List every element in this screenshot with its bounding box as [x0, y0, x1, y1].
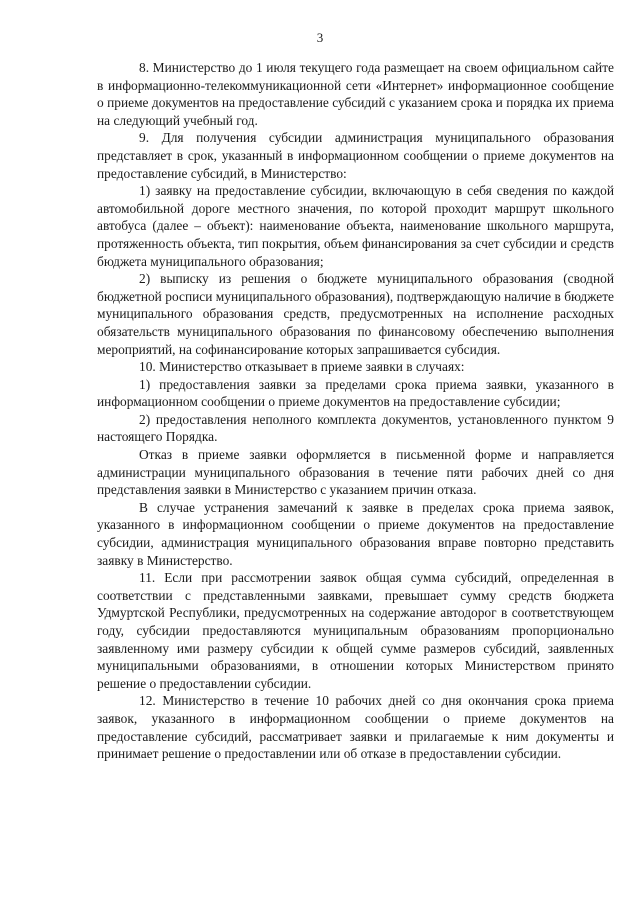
paragraph-11: 11. Если при рассмотрении заявок общая сумма субсидий, определенная в соответствии с представленными заявками, превышает сумму средств бюджета Удмуртской Республики, предусмотренных на содержание автодорог в соответствующем году, субсидии предоставляются муниципальным образованиям пропорционально заявленному ими размеру субсидии к общей сумме размеров субсидий, заявленных муниципальными образованиями, в отношении которых Министерством принято решение о предоставлении субсидии. [97, 570, 614, 691]
paragraph-10-item-1: 1) предоставления заявки за пределами срока приема заявки, указанного в информационном сообщении о приеме документов на предоставление субсидии; [97, 376, 614, 410]
resubmission-paragraph: В случае устранения замечаний к заявке в пределах срока приема заявок, указанного в информационном сообщении о приеме документов на предоставление субсидии, администрация муниципального образования вправе повторно представить заявку в Министерство. [97, 499, 614, 568]
paragraph-9-item-2: 2) выписку из решения о бюджете муниципального образования (сводной бюджетной росписи муниципального образования), подтверждающую наличие в бюджете муниципального образования средств, предусмотренных на исполнение расходных обязательств муниципального образования по финансовому обеспечению выполнения мероприятий, на софинансирование которых запрашивается субсидия. [97, 271, 614, 357]
paragraph-12: 12. Министерство в течение 10 рабочих дней со дня окончания срока приема заявок, указанного в информационном сообщении о приеме документов на предоставление субсидий, рассматривает заявки и прилагаемые к ним документы и принимает решение о предоставлении или об отказе в предоставлении субсидии. [97, 693, 614, 762]
paragraph-10: 10. Министерство отказывает в приеме заявки в случаях: [139, 359, 465, 375]
paragraph-9-item-1: 1) заявку на предоставление субсидии, включающую в себя сведения по каждой автомобильной дороге местного значения, по которой проходит маршрут школьного автобуса (далее – объект): наименование объекта, наименование школьного маршрута, протяженность объекта, тип покрытия, объем финансирования за счет субсидии и средств бюджета муниципального образования; [97, 183, 614, 269]
paragraph-9: 9. Для получения субсидии администрация муниципального образования представляет в срок, указанный в информационном сообщении о приеме документов на предоставление субсидий, в Министерство: [97, 130, 614, 181]
paragraph-10-item-2: 2) предоставления неполного комплекта документов, установленного пунктом 9 настоящего Порядка. [97, 411, 614, 445]
document-body [97, 59, 614, 763]
paragraph-8: 8. Министерство до 1 июля текущего года размещает на своем официальном сайте в информационно-телекоммуникационной сети «Интернет» информационное сообщение о приеме документов на предоставление субсидий с указанием срока и порядка их приема на следующий учебный год. [97, 60, 614, 128]
page-number: 3 [316, 30, 324, 45]
refusal-paragraph: Отказ в приеме заявки оформляется в письменной форме и направляется администрации муниципального образования в течение пяти рабочих дней со дня представления заявки в Министерство с указанием причин отказа. [97, 447, 614, 498]
